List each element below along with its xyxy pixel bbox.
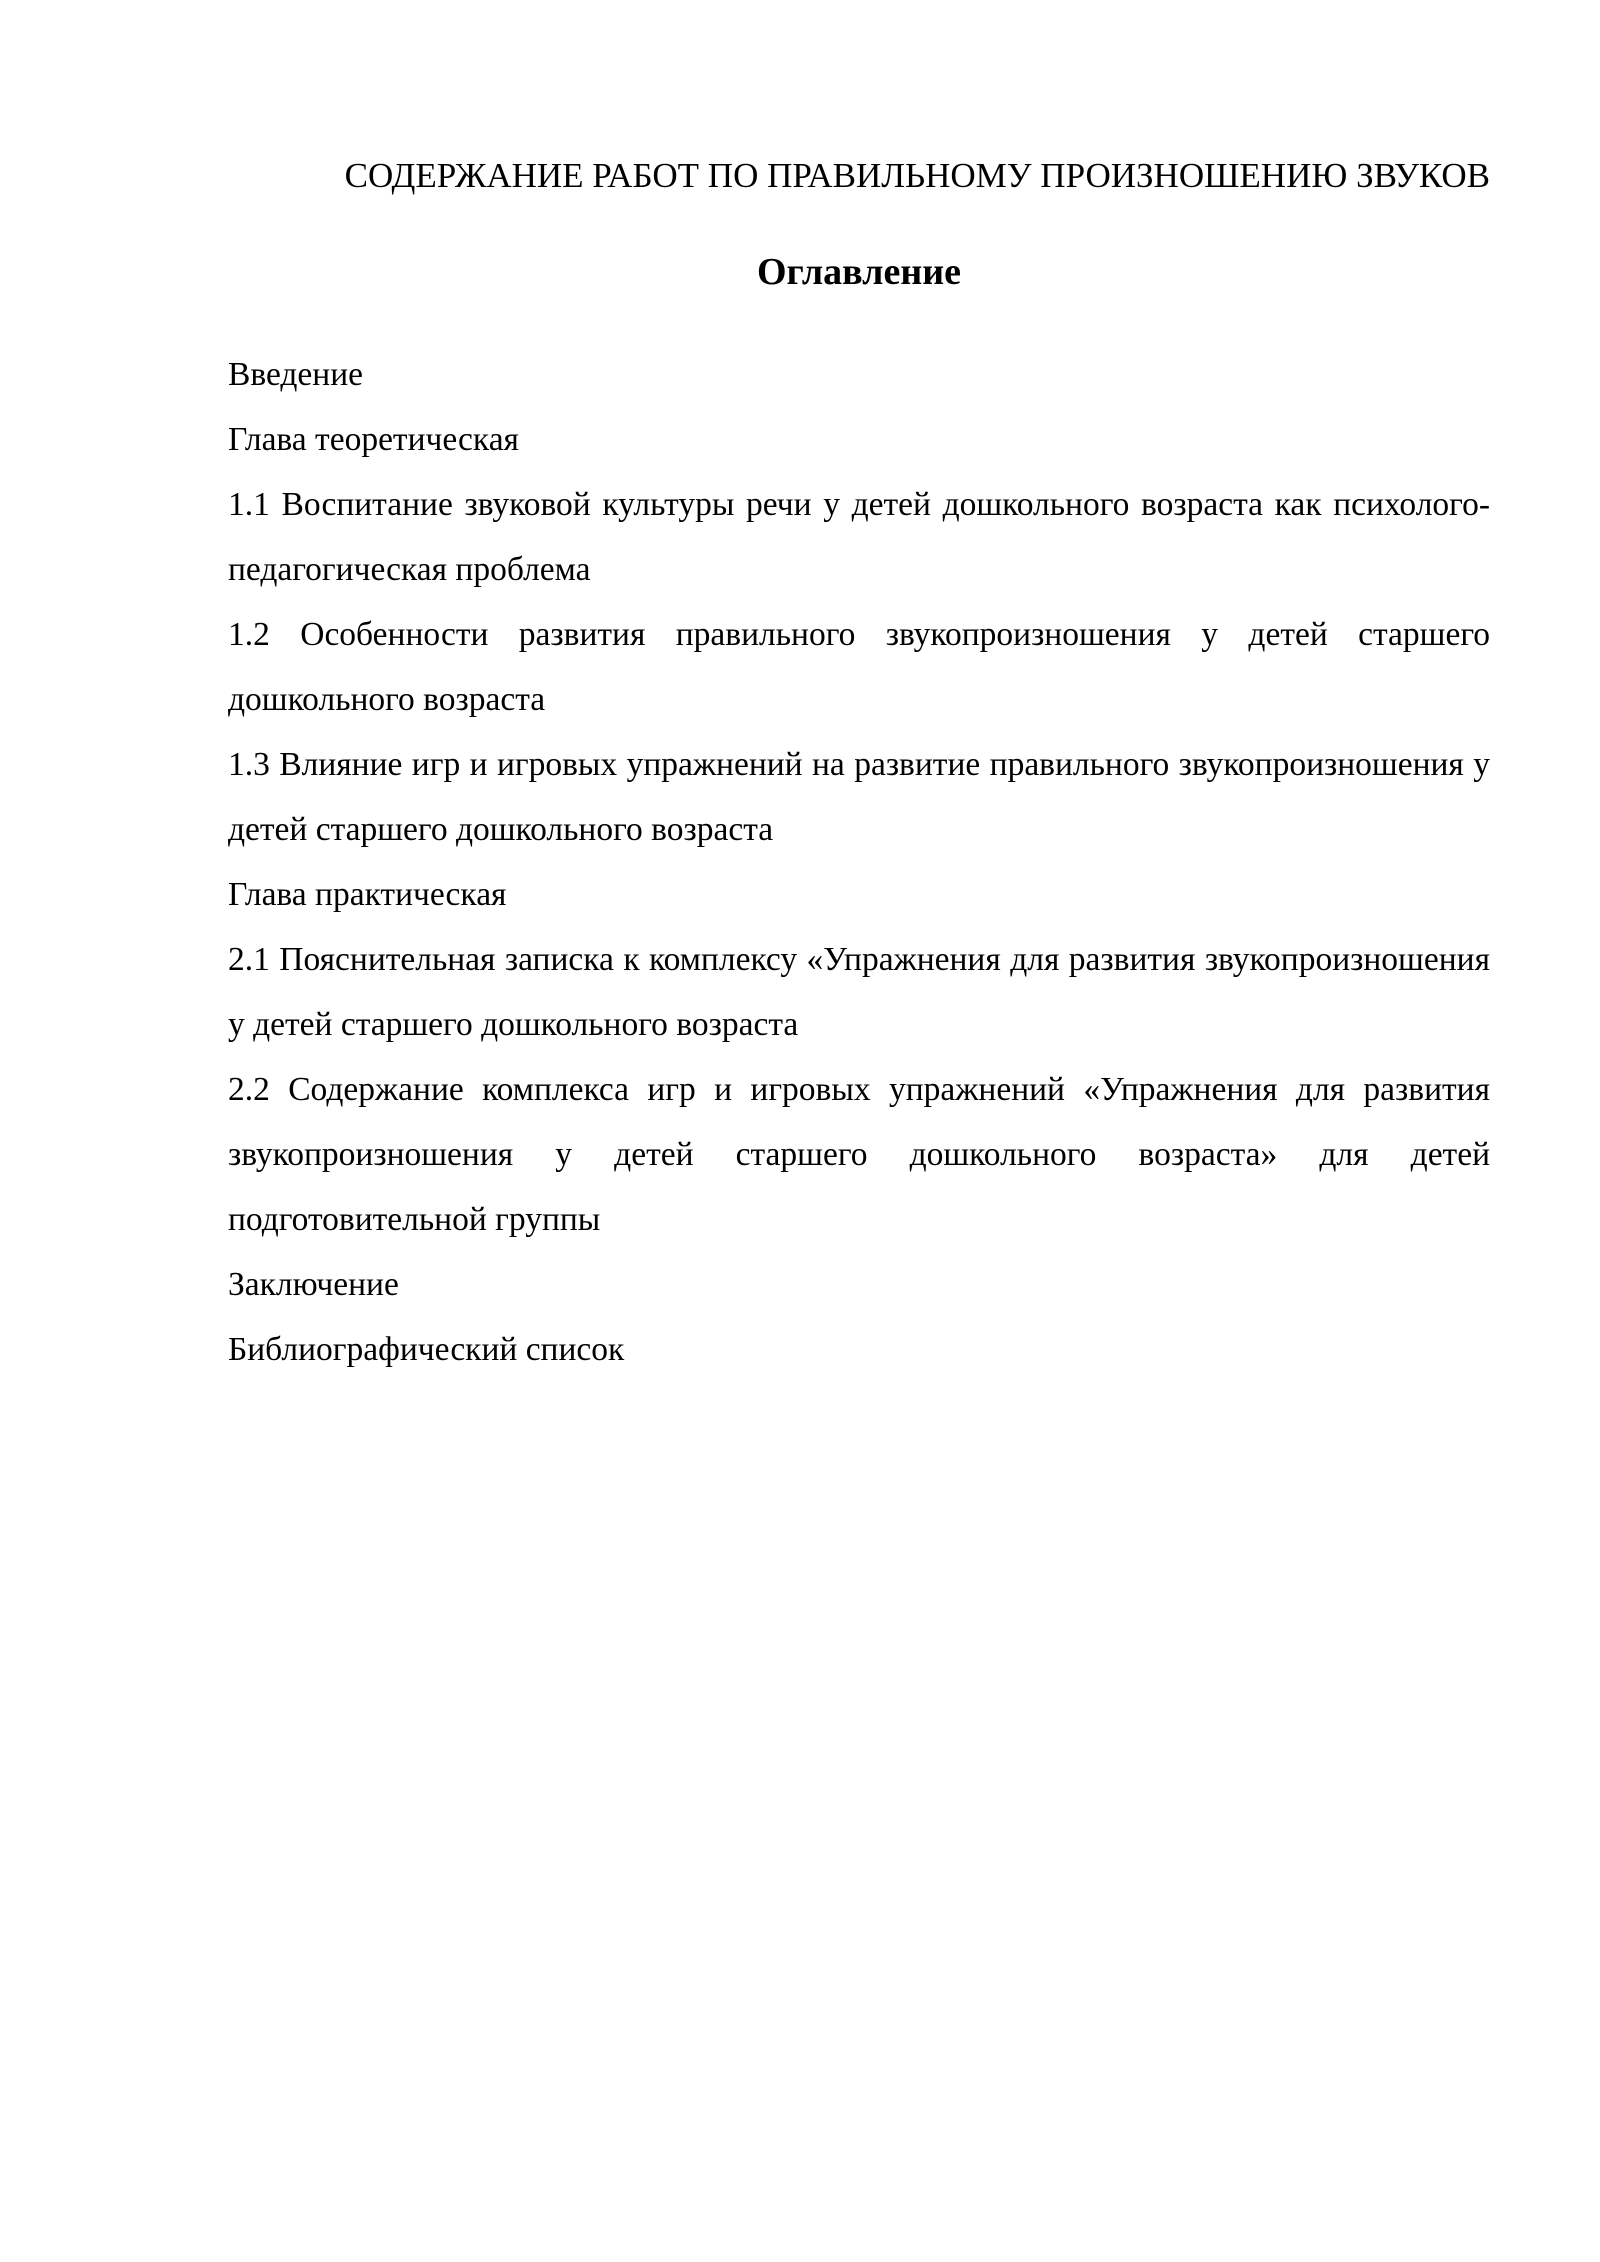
toc-entry-2-2: 2.2 Содержание комплекса игр и игровых упражнений «Упражнения для развития звукопроизношения у детей старшего дошкольного возраста» для детей подготовительной группы: [228, 1071, 1490, 1238]
toc-entry-theoretical-chapter: Глава теоретическая: [228, 421, 519, 458]
toc-entry-1-2: 1.2 Особенности развития правильного звукопроизношения у детей старшего дошкольного возраста: [228, 616, 1490, 718]
document-title: СОДЕРЖАНИЕ РАБОТ ПО ПРАВИЛЬНОМУ ПРОИЗНОШЕНИЮ ЗВУКОВ: [344, 156, 1490, 195]
table-of-contents: [228, 342, 1490, 1382]
toc-heading: Оглавление: [756, 251, 962, 293]
toc-entry-2-1: 2.1 Пояснительная записка к комплексу «Упражнения для развития звукопроизношения у детей старшего дошкольного возраста: [228, 941, 1490, 1043]
toc-entry-1-3: 1.3 Влияние игр и игровых упражнений на развитие правильного звукопроизношения у детей старшего дошкольного возраста: [228, 746, 1490, 848]
toc-entry-conclusion: Заключение: [228, 1266, 399, 1303]
toc-entry-bibliography: Библиографический список: [228, 1331, 625, 1368]
toc-entry-introduction: Введение: [228, 356, 364, 393]
toc-entry-1-1: 1.1 Воспитание звуковой культуры речи у детей дошкольного возраста как психолого-педагогическая проблема: [228, 486, 1490, 588]
toc-entry-practical-chapter: Глава практическая: [228, 876, 507, 913]
